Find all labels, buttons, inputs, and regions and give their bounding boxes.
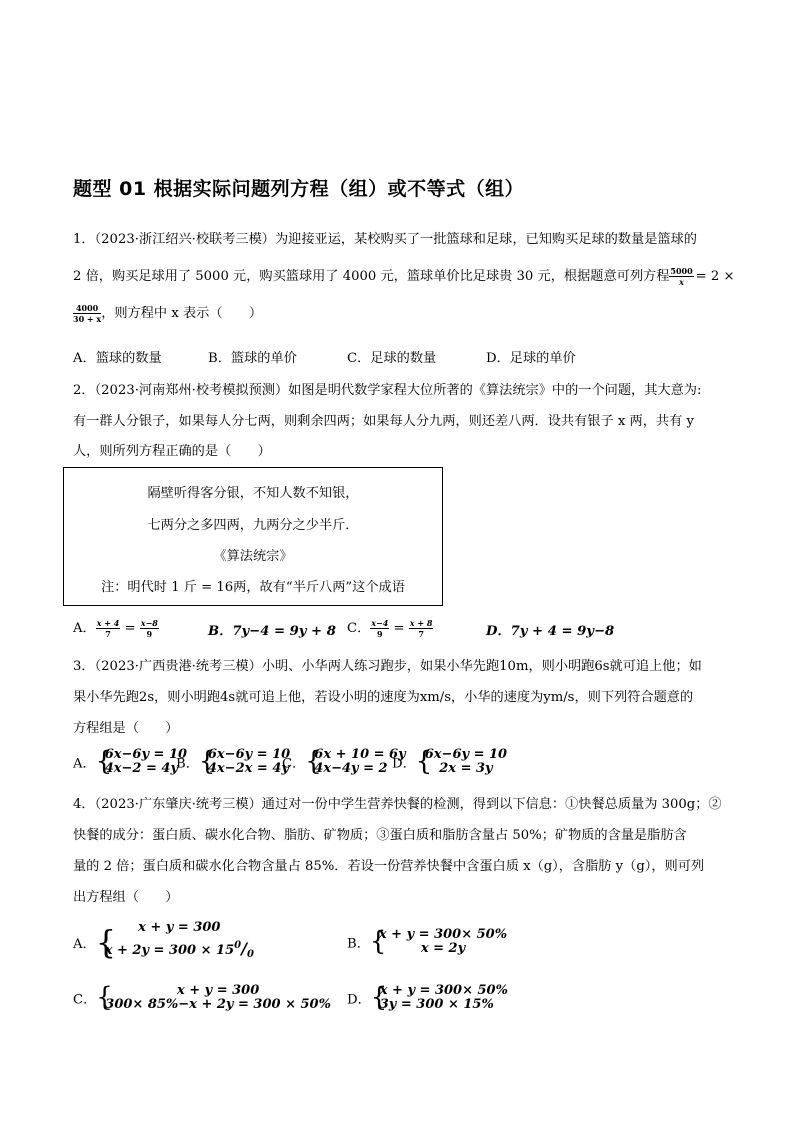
brace-icon: { bbox=[95, 746, 113, 777]
q4-line4: 出方程组（ ） bbox=[73, 890, 179, 905]
q4-a-system: { x + y = 300 $x + 2y = 300 \times 15^0/_0$ bbox=[95, 920, 254, 961]
q3-a-system: { 6x−6y = 10 4x−2 = 4y bbox=[95, 746, 188, 777]
q4-b-system: { x + y = 300× 50% x = 2y bbox=[369, 926, 508, 957]
q2-option-d[interactable]: D．7y + 4 = 9y−8 bbox=[486, 624, 615, 639]
q3-c-system: { 6x + 10 = 6y 4x−4y = 2 bbox=[305, 746, 406, 777]
q2-option-b[interactable]: B．7y−4 = 9y + 8 bbox=[208, 624, 336, 639]
q2-option-a[interactable]: A． $\frac{x + 4}{7}$ = $\frac{x-8}{9}$ bbox=[73, 618, 158, 639]
brace-icon: { bbox=[96, 982, 113, 1013]
brace-icon: { bbox=[415, 746, 433, 777]
poem-box bbox=[63, 467, 443, 606]
q3-b-system: { 6x−6y = 10 4x−2x = 4y bbox=[198, 746, 291, 777]
q3-option-d[interactable]: D． { 6x−6y = 10 2x = 3y bbox=[392, 746, 508, 777]
q2-a-frac-left: $\frac{x + 4}{7}$ bbox=[96, 618, 120, 639]
q4-line2: 快餐的成分：蛋白质、碳水化合物、脂肪、矿物质；③蛋白质和脂肪含量占 50%；矿物质的含量是脂肪含 bbox=[73, 828, 687, 843]
q1-line1: 1．（2023·浙江绍兴·校联考三模）为迎接亚运，某校购买了一批篮球和足球，已知购买足球的数量是篮球的 bbox=[73, 232, 697, 247]
q1-line3 bbox=[73, 304, 262, 323]
brace-icon: { bbox=[198, 746, 216, 777]
q3-d-system: { 6x−6y = 10 2x = 3y bbox=[415, 746, 508, 777]
q1-fraction-1: $\frac{5000}{x}$ bbox=[670, 266, 693, 287]
q4-option-d[interactable]: D． { x + y = 300× 50% 3y = 300 × 15% bbox=[347, 982, 508, 1013]
q4-line1: 4．（2023·广东肇庆·统考三模）通过对一份中学生营养快餐的检测，得到以下信息：①快餐总质量为 300g；② bbox=[73, 797, 722, 812]
q2-line1: 2．（2023·河南郑州·校考模拟预测）如图是明代数学家程大位所著的《算法统宗》中的一个问题，其大意为: bbox=[73, 383, 702, 398]
q1-line2 bbox=[73, 267, 735, 286]
q3-option-c[interactable]: C． { 6x + 10 = 6y 4x−4y = 2 bbox=[282, 746, 406, 777]
q2-line2: 有一群人分银子，如果每人分七两，则剩余四两；如果每人分九两，则还差八两．设共有银子 x 两，共有 y bbox=[73, 414, 694, 429]
equals-sign: = bbox=[393, 621, 405, 636]
poem-note: 注：明代时 1 斤 = 16两，故有“半斤八两”这个成语 bbox=[101, 580, 405, 595]
q3-line3: 方程组是（ ） bbox=[73, 721, 179, 736]
q1-option-d[interactable]: D．足球的单价 bbox=[486, 351, 576, 366]
q2-a-frac-right: $\frac{x-8}{9}$ bbox=[140, 618, 158, 639]
equals-sign: = bbox=[124, 621, 136, 636]
q1-eq-tail: = 2 × bbox=[695, 269, 735, 284]
q1-option-c[interactable]: C．足球的数量 bbox=[347, 351, 437, 366]
q1-fraction-2: $\frac{4000}{30 + x}$ bbox=[73, 303, 102, 324]
q3-option-b[interactable]: B． { 6x−6y = 10 4x−2x = 4y bbox=[176, 746, 291, 777]
section-title: 题型 01 根据实际问题列方程（组）或不等式（组） bbox=[73, 178, 525, 200]
q4-option-b[interactable]: B． { x + y = 300× 50% x = 2y bbox=[347, 926, 508, 957]
brace-icon: { bbox=[370, 982, 388, 1013]
poem-source: 《算法统宗》 bbox=[213, 549, 293, 564]
q2-option-c[interactable]: C． $\frac{x-4}{9}$ = $\frac{x + 8}{7}$ bbox=[347, 618, 433, 639]
q1-option-b[interactable]: B．篮球的单价 bbox=[208, 351, 297, 366]
q4-c-system: { x + y = 300 300× 85%−x + 2y = 300 × 50% bbox=[96, 982, 331, 1013]
brace-icon: { bbox=[305, 746, 322, 777]
q4-option-a[interactable]: A． { x + y = 300 $x + 2y = 300 \times 15^0/_0$ bbox=[73, 920, 254, 965]
q1-line3-text: ，则方程中 x 表示（ ） bbox=[101, 306, 263, 321]
q2-c-frac-right: $\frac{x + 8}{7}$ bbox=[409, 618, 433, 639]
q3-option-a[interactable]: A． { 6x−6y = 10 4x−2 = 4y bbox=[73, 746, 188, 777]
brace-icon: { bbox=[369, 926, 387, 957]
q3-line2: 果小华先跑2s，则小明跑4s就可追上他，若设小明的速度为xm/s，小华的速度为ym/s，则下列符合题意的 bbox=[73, 690, 694, 705]
q2-c-frac-left: $\frac{x-4}{9}$ bbox=[371, 618, 389, 639]
q4-d-system: { x + y = 300× 50% 3y = 300 × 15% bbox=[370, 982, 508, 1013]
brace-icon: { bbox=[95, 922, 117, 961]
q1-option-a[interactable]: A．篮球的数量 bbox=[73, 351, 162, 366]
poem-line-2: 七两分之多四两，九两分之少半斤． bbox=[147, 518, 359, 533]
q4-option-c[interactable]: C． { x + y = 300 300× 85%−x + 2y = 300 × 50% bbox=[73, 982, 331, 1013]
q1-line2-text: 2 倍，购买足球用了 5000 元，购买篮球用了 4000 元，篮球单价比足球贵 30 元，根据题意可列方程 bbox=[73, 269, 670, 284]
q3-line1: 3．（2023·广西贵港·统考三模）小明、小华两人练习跑步，如果小华先跑10m，则小明跑6s就可追上他；如 bbox=[73, 659, 702, 674]
q2-line3: 人，则所列方程正确的是（ ） bbox=[73, 444, 271, 459]
q4-line3: 量的 2 倍；蛋白质和碳水化合物含量占 85%．若设一份营养快餐中含蛋白质 x（g），含脂肪 y（g），则可列 bbox=[73, 859, 705, 874]
poem-line-1: 隔壁听得客分银，不知人数不知银， bbox=[147, 486, 359, 501]
